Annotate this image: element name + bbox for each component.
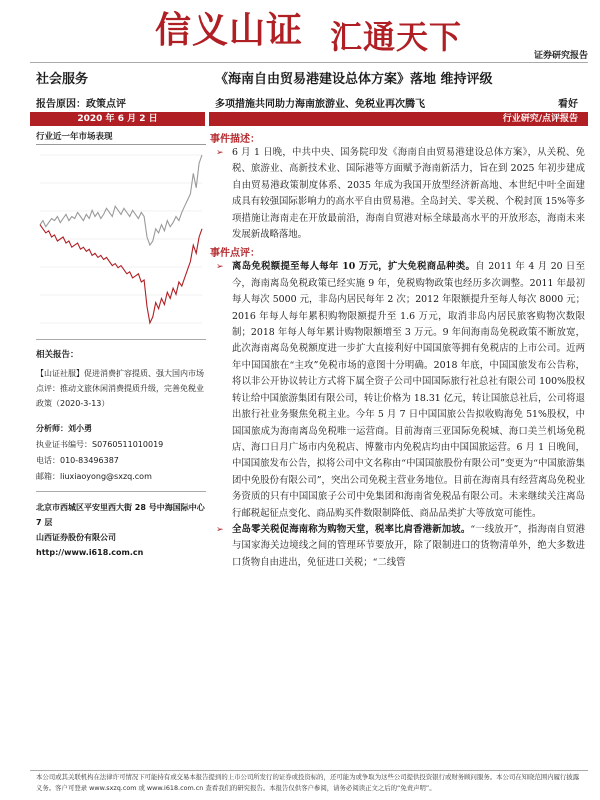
main-content (210, 130, 585, 571)
email-label: 邮箱： (36, 472, 60, 481)
email-value[interactable]: liuxiaoyong@sxzq.com (60, 472, 152, 481)
point1-text: 自 2011 年 4 月 20 日至今，海南离岛免税政策已经实施 9 年，免税购物政策也经历多次调整。2011 年最初每人每次 5000 元，非岛内居民每年 2 次；2012 年限额提升至每人每次 8000 元；2016 年每人每年累积购物限额提升至 1.6 万元，取消非岛内居民旅客购物次数限制；2018 年每人每年累计购物限额增至 3 万元。9 年间海南岛免税政策不断放宽，此次海南离岛免税额度进一步扩大直接利好中国国旅等拥有免税店的上市公司。近两年中国国旅在“主攻”免税市场的意图十分明确。2018 年底，中国国旅发布公告称，将以非公开协议转让方式将下属全资子公司中国国际旅行社总社有限公司 100%股权转让给中国旅游集团有限公司，转让价格为 18.31 亿元，转让国旅总社后，公司将退出旅行社业务聚焦免税主业。今年 5 月 7 日中国国旅公告拟收购海免 51%股权，中国国旅成为海南离岛免税唯一运营商。目前海南三亚国际免税城、海口美兰机场免税店、海口日月广场市内免税店、博鳌市内免税店均由中国国旅运营。6 月 1 日晚间，中国国旅发布公告，拟将公司中文名称由“中国国旅股份有限公司”变更为“中国旅游集团中免股份有限公司”，突出公司免税主营业务地位。目前在海南具有经营离岛免税业务资质的只有中国国旅子公司中免集团和海南省免税品有限公司。未来继续关注离岛行邮税起征点变化、商品购买件数限制降低、商品品类扩大等放宽可能性。 (232, 261, 585, 519)
event-text: 6 月 1 日晚，中共中央、国务院印发《海南自由贸易港建设总体方案》，从关税、免税、旅游业、高新技术业、国际港等方面赋予海南新活力，旨在到 2025 年初步建成自由贸易港政策制度体系、2035 年成为我国开放型经济新高地、本世纪中叶全面建成具有较强国际影响力的高水平自由贸易港。全岛封关、零关税、个税封顶 15%等多项措施让海南走在开放最前沿，海南自贸港对标全球最高水平的开放形态，海南未来发展新战略落地。 (232, 147, 585, 241)
chart-title: 行业近一年市场表现 (36, 130, 206, 145)
phone-label: 电话： (36, 456, 60, 465)
report-subtitle: 多项措施共同助力海南旅游业、免税业再次腾飞 (215, 99, 425, 110)
sidebar-divider-2 (36, 491, 206, 492)
report-date: 2020 年 6 月 2 日 (77, 114, 158, 124)
phone-value: 010-83496387 (60, 456, 119, 465)
doc-type-label: 证券研究报告 (533, 51, 588, 61)
report-type-bar (209, 112, 588, 126)
analyst-info (36, 421, 206, 485)
point1-highlight: 离岛免税额提至每人每年 10 万元，扩大免税商品种类。 (232, 261, 476, 273)
chart-series-line-2 (40, 225, 202, 323)
sidebar-divider (36, 339, 206, 340)
footer-divider (30, 770, 588, 771)
analyst-name: 刘小勇 (68, 424, 92, 433)
bullet-icon: ➢ (216, 148, 224, 158)
company-name: 山西证券股份有限公司 (36, 533, 116, 542)
related-reports-heading: 相关报告： (36, 350, 79, 360)
sidebar (36, 130, 206, 560)
report-type: 行业研究/点评报告 (502, 114, 578, 124)
point2-highlight: 全岛零关税促海南称为购物天堂，税率比肩香港新加坡。 (232, 523, 471, 535)
related-report-link[interactable]: 【山证社服】促进消费扩容提质、强大国内市场点评：推动文旅休闲消费提质升级，完善免税业政策（2020-3-13） (36, 369, 204, 408)
analyst-label: 分析师： (36, 424, 68, 433)
bullet-icon: ➢ (216, 262, 224, 273)
brand-logo-left: 信义山证 (155, 9, 304, 51)
market-chart-svg (36, 149, 206, 329)
cert-label: 执业证书编号： (36, 440, 92, 449)
company-address: 北京市西城区平安里西大街 28 号中海国际中心 7 层 (36, 503, 205, 527)
event-paragraph (210, 145, 585, 243)
chart-series-line-1 (40, 155, 202, 245)
date-bar (30, 112, 205, 126)
cert-value: S0760511010019 (92, 440, 164, 449)
company-contact (36, 500, 206, 560)
brand-logo-right: 汇通天下 (330, 18, 463, 56)
comment-point-1 (210, 259, 585, 522)
rating-label: 看好 (558, 99, 578, 110)
comment-heading: 事件点评： (210, 248, 260, 260)
comment-point-2 (210, 522, 585, 571)
bullet-icon: ➢ (216, 524, 224, 535)
industry-label: 社会服务 (36, 72, 89, 87)
report-reason: 报告原因：政策点评 (36, 99, 126, 110)
company-website[interactable]: http://www.i618.com.cn (36, 548, 144, 557)
footer-disclaimer: 本公司或其关联机构在法律许可情况下可能持有或交易本报告提到的上市公司所发行的证券或投资标的，还可能为或争取为这些公司提供投资银行或财务顾问服务。本公司在知晓范围内履行披露义务。客户可登录 www.sxzq.com 或 www.i618.com.cn 查看我们的研究报告。本报告仅供客户参阅，请务必阅读正文之后的“免责声明”。 (36, 773, 580, 792)
report-title: 《海南自由贸易港建设总体方案》落地 维持评级 (215, 72, 493, 87)
header-divider (30, 62, 588, 63)
point2-text: “一线放开”，指海南自贸港与国家海关边境线之间的管理环节要放开，除了限制进口的货物清单外，绝大多数进口货物自由进出，免征进口关税；“二线管 (232, 523, 585, 568)
market-chart (36, 149, 206, 333)
event-heading: 事件描述： (210, 134, 260, 145)
